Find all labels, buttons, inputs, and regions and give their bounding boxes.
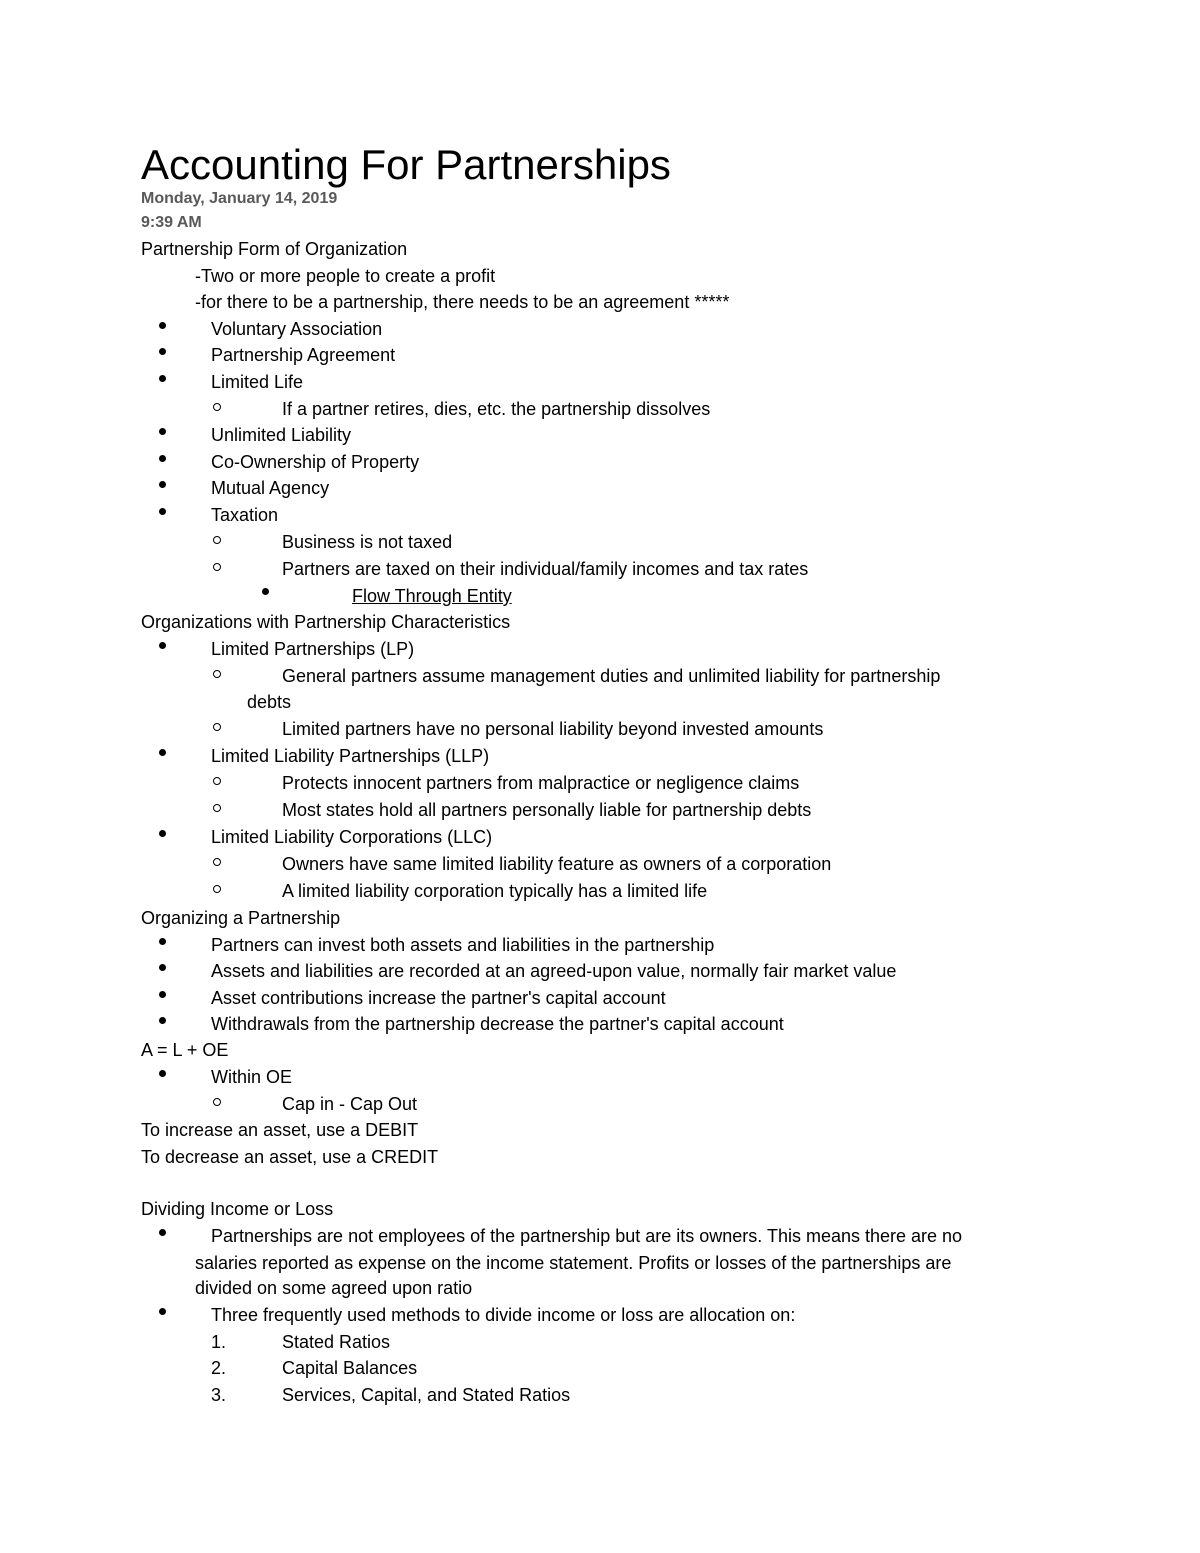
bullet-icon: [159, 991, 166, 998]
list-item: Partners can invest both assets and liabilities in the partnership: [211, 935, 715, 955]
equation: A = L + OE: [141, 1040, 229, 1060]
list-item: Most states hold all partners personally liable for partnership debts: [282, 800, 812, 820]
text-line: To decrease an asset, use a CREDIT: [141, 1147, 439, 1167]
list-item: Limited Liability Corporations (LLC): [211, 827, 493, 847]
bullet-icon: [159, 1229, 166, 1236]
sub-bullet-icon: [213, 670, 221, 678]
text-line: To increase an asset, use a DEBIT: [141, 1120, 419, 1140]
list-item: Partnership Agreement: [211, 345, 396, 365]
sub-bullet-icon: [213, 563, 221, 571]
bullet-icon: [159, 322, 166, 329]
bullet-icon: [159, 749, 166, 756]
bullet-icon: [159, 508, 166, 515]
bullet-icon: [159, 1017, 166, 1024]
list-item: Voluntary Association: [211, 319, 383, 339]
bullet-icon: [159, 428, 166, 435]
list-item-continuation: salaries reported as expense on the income statement. Profits or losses of the partnerships are: [195, 1253, 952, 1273]
bullet-icon: [159, 455, 166, 462]
list-item: Limited Liability Partnerships (LLP): [211, 746, 490, 766]
list-item: Assets and liabilities are recorded at an agreed-upon value, normally fair market value: [211, 961, 897, 981]
list-item: Partnerships are not employees of the partnership but are its owners. This means there are no: [211, 1226, 963, 1246]
sub-bullet-icon: [213, 777, 221, 785]
list-item: Business is not taxed: [282, 532, 453, 552]
bullet-icon: [159, 938, 166, 945]
section-heading: Organizations with Partnership Characteristics: [141, 612, 511, 632]
list-item: Within OE: [211, 1067, 293, 1087]
list-item: Co-Ownership of Property: [211, 452, 420, 472]
note-date: Monday, January 14, 2019: [141, 190, 338, 207]
list-item: Partners are taxed on their individual/family incomes and tax rates: [282, 559, 809, 579]
bullet-icon: [159, 481, 166, 488]
list-item: Owners have same limited liability feature as owners of a corporation: [282, 854, 832, 874]
list-item: Asset contributions increase the partner's capital account: [211, 988, 666, 1008]
list-item: Taxation: [211, 505, 279, 525]
list-item: Cap in - Cap Out: [282, 1094, 418, 1114]
page-title: Accounting For Partnerships: [141, 141, 671, 188]
bullet-icon: [159, 348, 166, 355]
text-line: -for there to be a partnership, there needs to be an agreement *****: [195, 292, 730, 312]
list-item: If a partner retires, dies, etc. the partnership dissolves: [282, 399, 711, 419]
list-item: Capital Balances: [282, 1358, 418, 1378]
sub-bullet-icon: [213, 403, 221, 411]
sub-bullet-icon: [213, 858, 221, 866]
list-item-continuation: debts: [247, 692, 292, 712]
list-item: Flow Through Entity: [352, 586, 512, 606]
note-time: 9:39 AM: [141, 214, 202, 231]
list-item: Withdrawals from the partnership decrease the partner's capital account: [211, 1014, 784, 1034]
sub-bullet-icon: [213, 804, 221, 812]
section-heading: Dividing Income or Loss: [141, 1199, 334, 1219]
list-item: A limited liability corporation typically has a limited life: [282, 881, 708, 901]
list-item: Services, Capital, and Stated Ratios: [282, 1385, 571, 1405]
bullet-icon: [262, 588, 269, 595]
list-item: Three frequently used methods to divide income or loss are allocation on:: [211, 1305, 796, 1325]
sub-bullet-icon: [213, 536, 221, 544]
list-item: Unlimited Liability: [211, 425, 352, 445]
list-item-continuation: divided on some agreed upon ratio: [195, 1278, 473, 1298]
sub-bullet-icon: [213, 1098, 221, 1106]
sub-bullet-icon: [213, 885, 221, 893]
list-number: 2.: [211, 1358, 227, 1378]
list-item: Protects innocent partners from malpractice or negligence claims: [282, 773, 800, 793]
bullet-icon: [159, 1308, 166, 1315]
bullet-icon: [159, 964, 166, 971]
list-item: Limited Life: [211, 372, 304, 392]
section-heading: Partnership Form of Organization: [141, 239, 408, 259]
list-item: Limited partners have no personal liability beyond invested amounts: [282, 719, 824, 739]
list-number: 3.: [211, 1385, 227, 1405]
bullet-icon: [159, 642, 166, 649]
list-item: General partners assume management duties and unlimited liability for partnership: [282, 666, 941, 686]
section-heading: Organizing a Partnership: [141, 908, 341, 928]
bullet-icon: [159, 375, 166, 382]
text-line: -Two or more people to create a profit: [195, 266, 496, 286]
sub-bullet-icon: [213, 723, 221, 731]
list-item: Stated Ratios: [282, 1332, 391, 1352]
bullet-icon: [159, 830, 166, 837]
list-item: Mutual Agency: [211, 478, 330, 498]
bullet-icon: [159, 1070, 166, 1077]
list-item: Limited Partnerships (LP): [211, 639, 415, 659]
list-number: 1.: [211, 1332, 227, 1352]
